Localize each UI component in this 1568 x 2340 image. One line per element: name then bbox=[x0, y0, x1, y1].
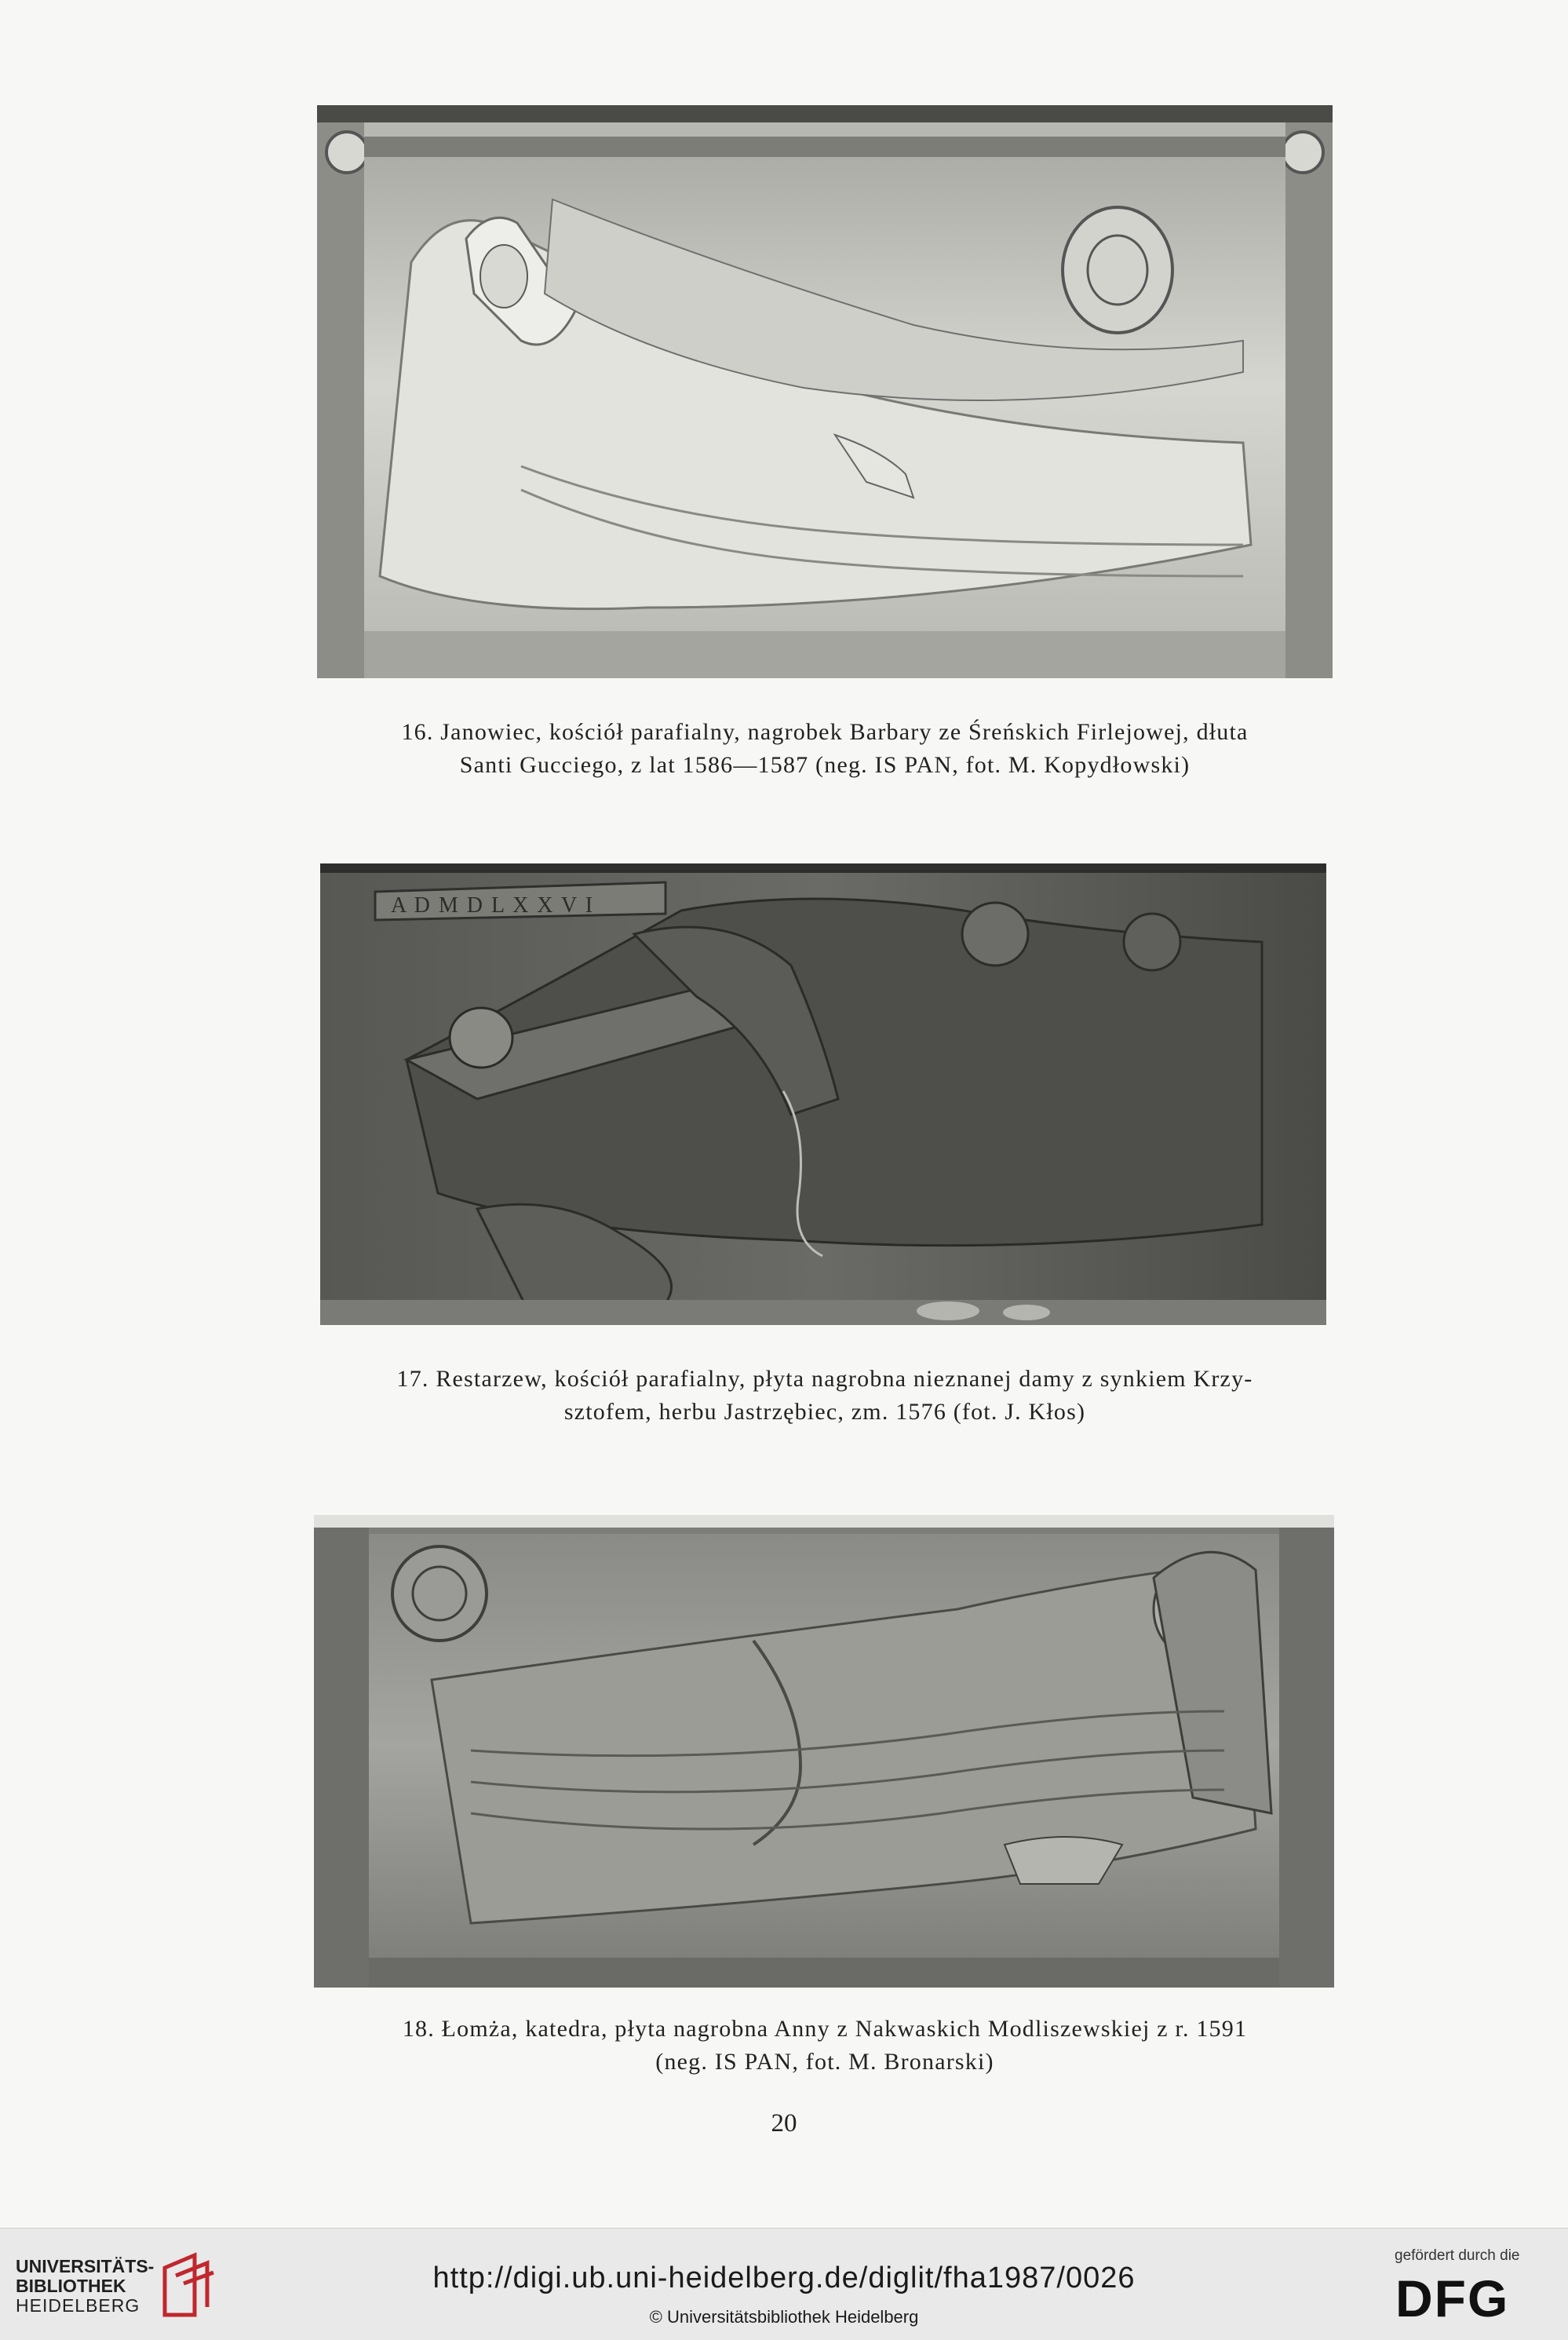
source-url-link[interactable]: http://digi.ub.uni-heidelberg.de/diglit/fha1987/0026 bbox=[432, 2262, 1136, 2294]
figure-17-photo bbox=[320, 863, 1326, 1325]
caption-line: 17. Restarzew, kościół parafialny, płyta nagrobna nieznanej damy z synkiem Krzy- bbox=[396, 1366, 1253, 1392]
library-name-line: HEIDELBERG bbox=[16, 2295, 140, 2316]
dfg-logo-text: DFG bbox=[1395, 2272, 1510, 2321]
caption-line: sztofem, herbu Jastrzębiec, zm. 1576 (fot. J. Kłos) bbox=[563, 1399, 1086, 1425]
caption-line: 16. Janowiec, kościół parafialny, nagrobek Barbary ze Śreńskich Firlejowej, dłuta bbox=[401, 719, 1249, 745]
dfg-logo-icon bbox=[1395, 2272, 1544, 2321]
caption-line: Santi Gucciego, z lat 1586—1587 (neg. IS PAN, fot. M. Kopydłowski) bbox=[459, 752, 1191, 778]
figure-18-caption bbox=[320, 2013, 1329, 2079]
figure-17-caption bbox=[320, 1363, 1329, 1429]
copyright-notice: © Universitätsbibliothek Heidelberg bbox=[649, 2307, 919, 2327]
figure-16-photo bbox=[317, 105, 1333, 678]
library-name-line: UNIVERSITÄTS- bbox=[16, 2256, 155, 2276]
footer-bar bbox=[0, 2228, 1568, 2340]
caption-line: (neg. IS PAN, fot. M. Bronarski) bbox=[655, 2049, 994, 2075]
figure-16-caption bbox=[320, 716, 1329, 782]
inscription-text: A D M D L X X V I bbox=[391, 893, 595, 918]
page-number: 20 bbox=[771, 2109, 797, 2137]
caption-line: 18. Łomża, katedra, płyta nagrobna Anny z Nakwaskich Modliszewskiej z r. 1591 bbox=[402, 2016, 1248, 2042]
library-name-line: BIBLIOTHEK bbox=[16, 2276, 126, 2296]
figure-18-photo bbox=[314, 1515, 1334, 1988]
funding-label: gefördert durch die bbox=[1395, 2247, 1520, 2264]
